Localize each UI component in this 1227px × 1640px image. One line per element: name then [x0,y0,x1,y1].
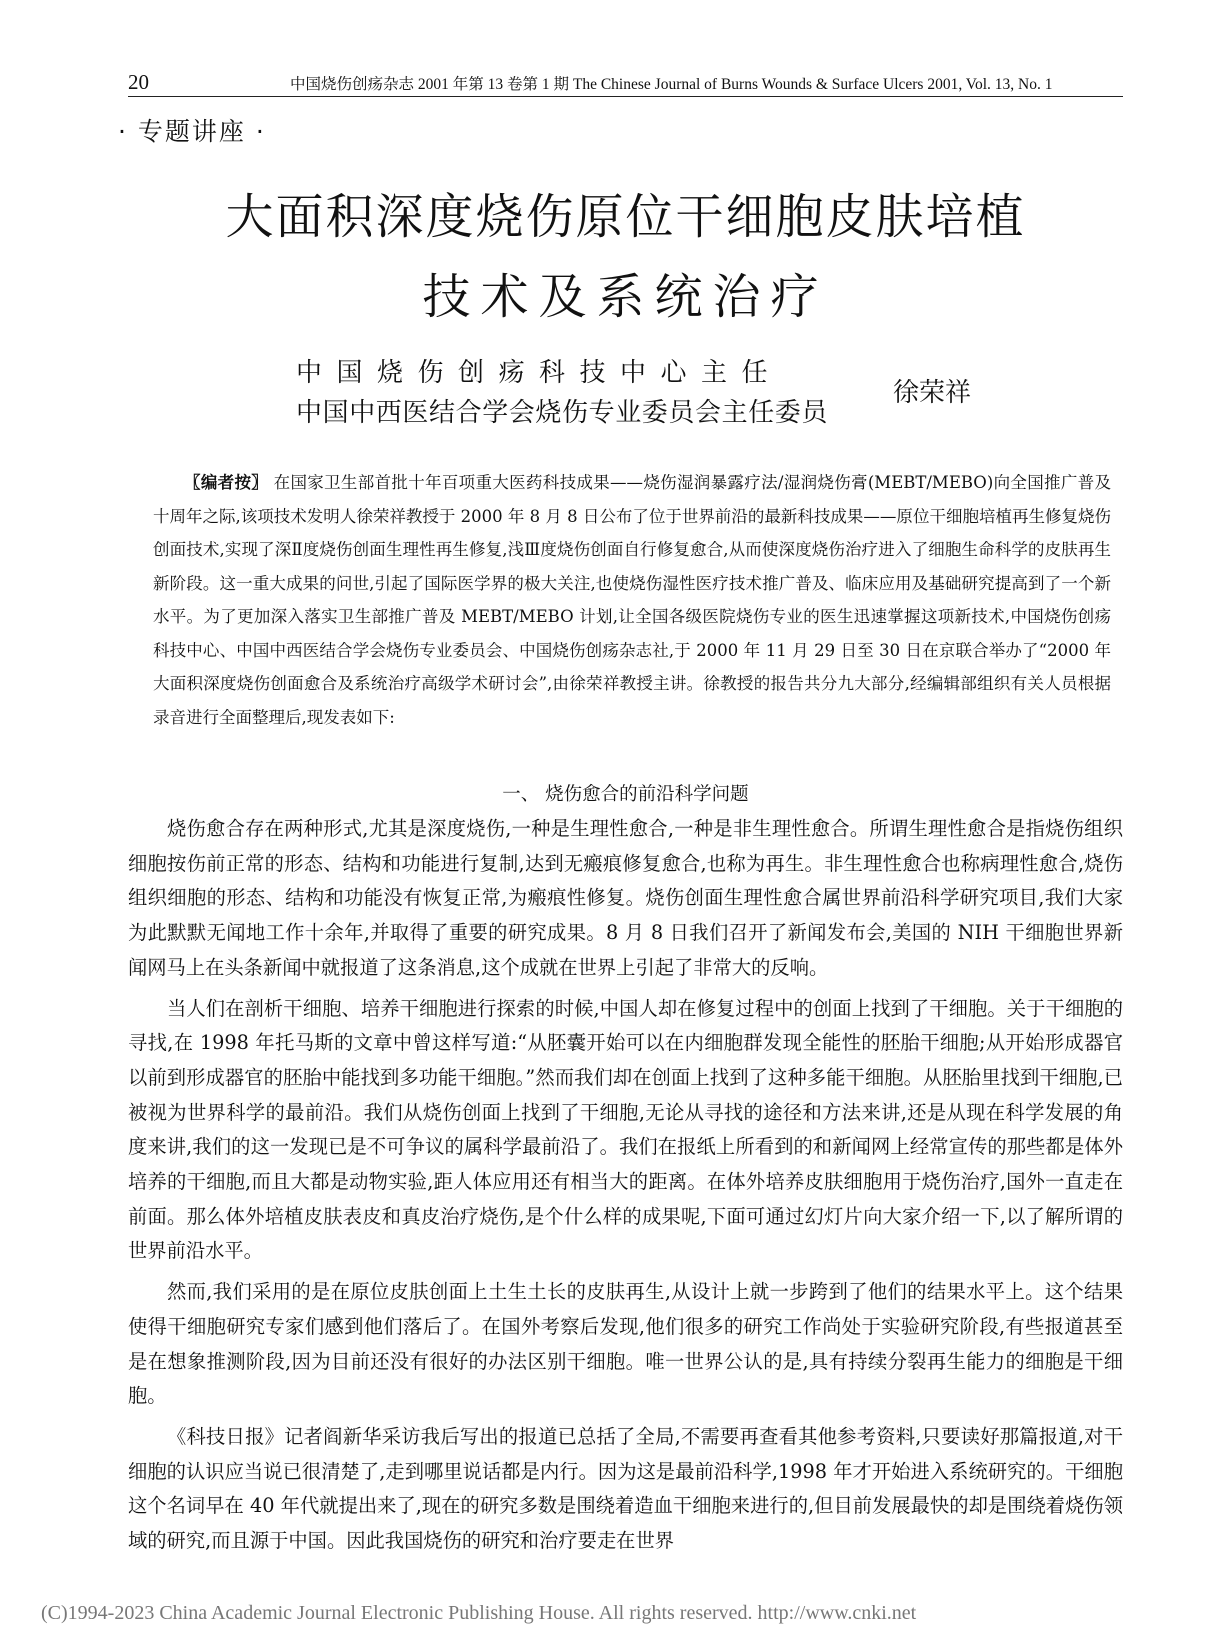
editor-note-label: 〖编者按〗 [184,473,269,492]
article-title-line-1: 大面积深度烧伤原位干细胞皮肤培植 [225,189,1026,245]
body-paragraph-1: 烧伤愈合存在两种形式,尤其是深度烧伤,一种是生理性愈合,一种是非生理性愈合。所谓生理性愈合是指烧伤组织细胞按伤前正常的形态、结构和功能进行复制,达到无瘢痕修复愈合,也称为再生。非生理性愈合也称病理性愈合,烧伤组织细胞的形态、结构和功能没有恢复正常,为瘢痕性修复。烧伤创面生理性愈合属世界前沿科学研究项目,我们大家为此默默无闻地工作十余年,并取得了重要的研究成果。8 月 8 日我们召开了新闻发布会,美国的 NIH 干细胞世界新闻网马上在头条新闻中就报道了这条消息,这个成就在世界上引起了非常大的反响。 [128,817,1123,979]
author-name: 徐荣祥 [893,378,972,408]
editor-note [153,466,1111,734]
header-rule [128,96,1123,97]
column-label: · 专题讲座 · [118,117,266,146]
body-paragraph-2: 当人们在剖析干细胞、培养干细胞进行探索的时候,中国人却在修复过程中的创面上找到了干细胞。关于干细胞的寻找,在 1998 年托马斯的文章中曾这样写道:“从胚囊开始可以在内细胞群发现全能性的胚胎干细胞;从开始形成器官以前到形成器官的胚胎中能找到多功能干细胞。”然而我们却在创面上找到了这种多能干细胞。从胚胎里找到干细胞,已被视为世界科学的最前沿。我们从烧伤创面上找到了干细胞,无论从寻找的途径和方法来讲,还是从现在科学发展的角度来讲,我们的这一发现已是不可争议的属科学最前沿了。我们在报纸上所看到的和新闻网上经常宣传的那些都是体外培养的干细胞,而且大都是动物实验,距人体应用还有相当大的距离。在体外培养皮肤细胞用于烧伤治疗,国外一直走在前面。那么体外培植皮肤表皮和真皮治疗烧伤,是个什么样的成果呢,下面可通过幻灯片向大家介绍一下,以了解所谓的世界前沿水平。 [128,996,1123,1263]
page-number: 20 [128,70,149,94]
copyright-footer: (C)1994-2023 China Academic Journal Electronic Publishing House. All rights reserved. http://www.cnki.net [41,1602,917,1624]
article-body [128,812,1123,1559]
body-paragraph-3: 然而,我们采用的是在原位皮肤创面上土生土长的皮肤再生,从设计上就一步跨到了他们的结果水平上。这个结果使得干细胞研究专家们感到他们落后了。在国外考察后发现,他们很多的研究工作尚处于实验研究阶段,有些报道甚至是在想象推测阶段,因为目前还没有很好的办法区别干细胞。唯一世界公认的是,具有持续分裂再生能力的细胞是干细胞。 [128,1280,1123,1408]
editor-note-text: 在国家卫生部首批十年百项重大医药科技成果——烧伤湿润暴露疗法/湿润烧伤膏(MEBT/MEBO)向全国推广普及十周年之际,该项技术发明人徐荣祥教授于 2000 年 8 月 8 日公布了位于世界前沿的最新科技成果——原位干细胞培植再生修复烧伤创面技术,实现了深Ⅱ度烧伤创面生理性再生修复,浅Ⅲ度烧伤创面自行修复愈合,从而使深度烧伤治疗进入了细胞生命科学的皮肤再生新阶段。这一重大成果的问世,引起了国际医学界的极大关注,也使烧伤湿性医疗技术推广普及、临床应用及基础研究提高到了一个新水平。为了更加深入落实卫生部推广普及 MEBT/MEBO 计划,让全国各级医院烧伤专业的医生迅速掌握这项新技术,中国烧伤创疡科技中心、中国中西医结合学会烧伤专业委员会、中国烧伤创疡杂志社,于 2000 年 11 月 29 日至 30 日在京联合举办了“2000 年大面积深度烧伤创面愈合及系统治疗高级学术研讨会”,由徐荣祥教授主讲。徐教授的报告共分九大部分,经编辑部组织有关人员根据录音进行全面整理后,现发表如下: [153,473,1111,727]
body-paragraph-4: 《科技日报》记者阎新华采访我后写出的报道已总括了全局,不需要再查看其他参考资料,只要读好那篇报道,对干细胞的认识应当说已很清楚了,走到哪里说话都是内行。因为这是最前沿科学,1998 年才开始进入系统研究的。干细胞这个名词早在 40 年代就提出来了,现在的研究多数是围绕着造血干细胞来进行的,但目前发展最快的却是围绕着烧伤领域的研究,而且源于中国。因此我国烧伤的研究和治疗要走在世界 [128,1424,1123,1553]
running-head: 中国烧伤创疡杂志 2001 年第 13 卷第 1 期 The Chinese Journal of Burns Wounds & Surface Ulcers 2001, Vol. 13, No. 1 [290,76,1053,93]
article-title-line-2: 技术及系统治疗 [422,269,829,325]
author-affiliation-2: 中国中西医结合学会烧伤专业委员会主任委员 [296,398,829,428]
author-affiliation-1: 中国烧伤创疡科技中心主任 [296,358,783,388]
section-heading: 一、 烧伤愈合的前沿科学问题 [502,784,749,805]
